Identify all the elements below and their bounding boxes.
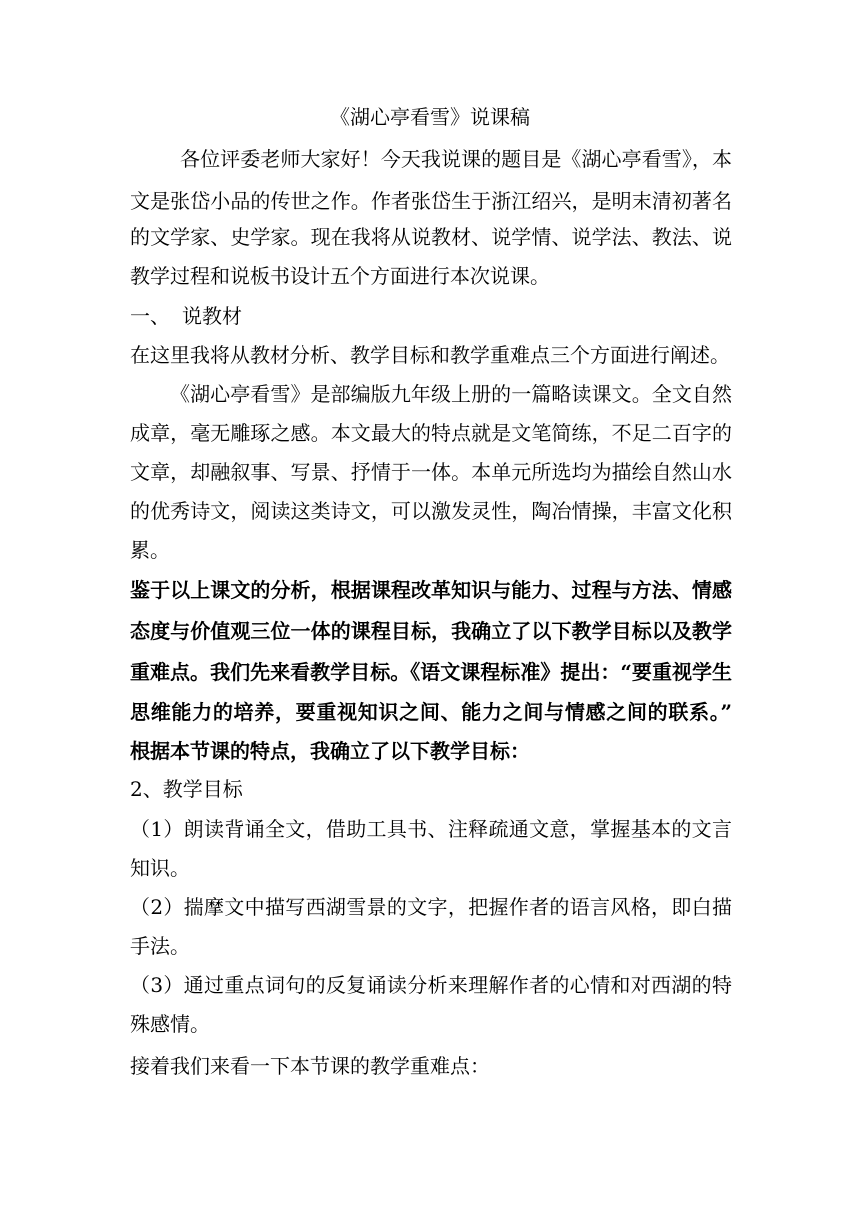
analysis-line-2: 成章，毫无雕琢之感。本文最大的特点就是文笔简练，不足二百字的 xyxy=(130,421,732,445)
goal-2-line-1: （2）揣摩文中描写西湖雪景的文字，把握作者的语言风格，即白描 xyxy=(130,895,732,919)
analysis-line-5: 累。 xyxy=(130,538,170,562)
bold-line-1: 鉴于以上课文的分析，根据课程改革知识与能力、过程与方法、情感 xyxy=(130,578,732,602)
intro-line-3: 的文学家、史学家。现在我将从说教材、说学情、说学法、教法、说 xyxy=(130,225,732,249)
bold-line-5: 根据本节课的特点，我确立了以下教学目标： xyxy=(130,739,530,763)
section-number: 一、 xyxy=(130,304,170,328)
goal-2-line-2: 手法。 xyxy=(130,934,190,958)
goals-heading: 2、教学目标 xyxy=(130,777,243,801)
goal-3-line-2: 殊感情。 xyxy=(130,1012,210,1036)
intro-line-4: 教学过程和说板书设计五个方面进行本次说课。 xyxy=(130,264,550,288)
overview-line: 在这里我将从教材分析、教学目标和教学重难点三个方面进行阐述。 xyxy=(130,343,730,367)
intro-line-1: 各位评委老师大家好！今天我说课的题目是《湖心亭看雪》，本 xyxy=(180,147,732,171)
goal-3-line-1: （3）通过重点词句的反复诵读分析来理解作者的心情和对西湖的特 xyxy=(130,973,732,997)
document-title: 《湖心亭看雪》说课稿 xyxy=(330,105,530,129)
intro-line-2: 文是张岱小品的传世之作。作者张岱生于浙江绍兴，是明末清初著名 xyxy=(130,189,732,213)
analysis-line-4: 的优秀诗文，阅读这类诗文，可以激发灵性，陶冶情操，丰富文化积 xyxy=(130,499,732,523)
section-heading xyxy=(130,304,732,328)
goal-1-line-1: （1）朗读背诵全文，借助工具书、注释疏通文意，掌握基本的文言 xyxy=(130,817,732,841)
bold-line-3: 重难点。我们先来看教学目标。《语文课程标准》提出：“要重视学生 xyxy=(130,660,732,684)
bold-line-4: 思维能力的培养，要重视知识之间、能力之间与情感之间的联系。” xyxy=(130,700,732,724)
bold-line-2: 态度与价值观三位一体的课程目标，我确立了以下教学目标以及教学 xyxy=(130,619,732,643)
closing-line: 接着我们来看一下本节课的教学重难点： xyxy=(130,1054,490,1078)
goal-1-line-2: 知识。 xyxy=(130,856,190,880)
analysis-line-3: 文章，却融叙事、写景、抒情于一体。本单元所选均为描绘自然山水 xyxy=(130,460,732,484)
analysis-line-1: 《湖心亭看雪》是部编版九年级上册的一篇略读课文。全文自然 xyxy=(170,382,732,406)
section-label: 说教材 xyxy=(182,304,242,328)
